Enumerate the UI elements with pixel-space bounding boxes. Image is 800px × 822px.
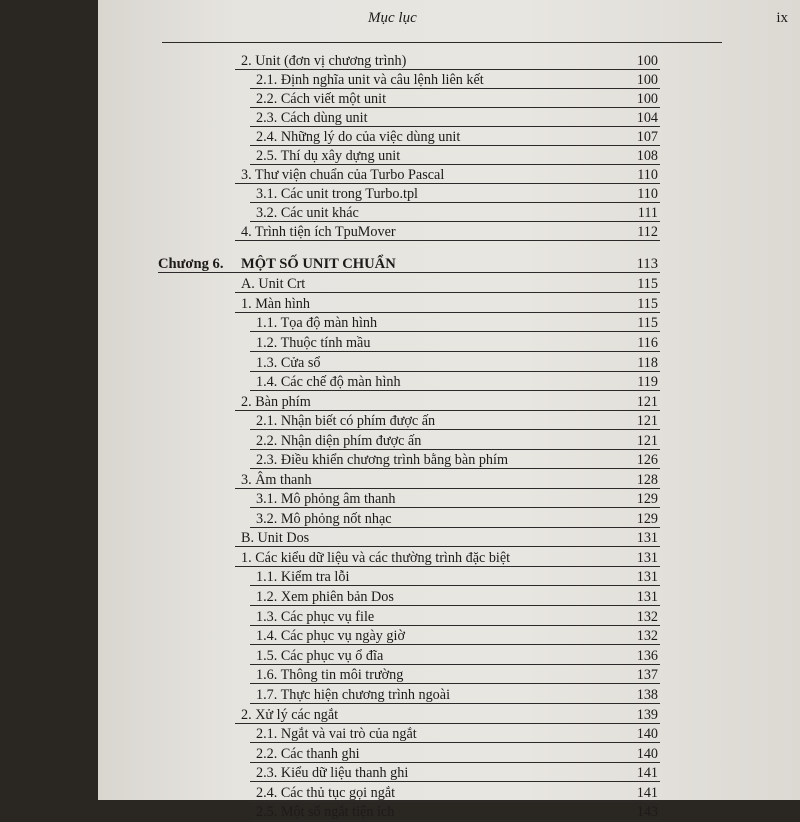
entry-rule [235,312,660,313]
entry-rule [250,762,660,763]
toc-entry-title: 2. Unit (đơn vị chương trình) [241,53,407,69]
toc-entry [98,489,800,509]
toc-entry [98,783,800,803]
entry-rule [250,683,660,684]
toc-entry-title: 3. Âm thanh [241,472,312,488]
toc-entry-page: 115 [637,315,658,331]
toc-entry [98,51,800,71]
toc-entry-title: 2.3. Kiểu dữ liệu thanh ghi [256,765,409,781]
toc-entry-page: 131 [636,550,658,566]
toc-entry-title: 2. Bàn phím [241,394,311,410]
toc-entry-title: 2. Xử lý các ngắt [241,707,339,723]
toc-entry-title: 1.3. Các phục vụ file [256,609,375,625]
toc-entry [98,724,800,744]
toc-entry-title: 2.5. Thí dụ xây dựng unit [256,148,401,164]
toc-entry-page: 136 [636,648,658,664]
entry-rule [235,292,660,293]
entry-rule [235,488,660,489]
toc-entry-page: 121 [636,433,658,449]
toc-entry [98,744,800,764]
book-page [98,0,800,820]
toc-entry [98,470,800,490]
toc-entry [98,607,800,627]
toc-entry-page: 113 [636,256,658,272]
toc-entry [98,372,800,392]
entry-rule [250,390,660,391]
entry-rule [235,546,660,547]
toc-entry [98,222,800,242]
entry-rule [235,183,660,184]
toc-entry [98,802,800,822]
toc-entry [98,705,800,725]
toc-entry-title: B. Unit Dos [241,530,310,546]
toc-entry-title: 2.4. Những lý do của việc dùng unit [256,129,461,145]
toc-entry-title: 1.4. Các chế độ màn hình [256,374,401,390]
toc-chapter-label: Chương 6. [158,256,224,272]
toc-entry [98,431,800,451]
toc-entry-title: 2.2. Cách viết một unit [256,91,387,107]
toc-entry-title: 1.6. Thông tin môi trường [256,667,404,683]
toc-entry [98,165,800,185]
toc-entry-page: 126 [636,452,658,468]
toc-entry-page: 104 [636,110,658,126]
entry-rule [250,820,660,821]
entry-rule [235,69,660,70]
toc-entry-title: 1.7. Thực hiện chương trình ngoài [256,687,451,703]
running-header [98,0,800,46]
toc-entry [98,392,800,412]
toc-entry [98,567,800,587]
entry-rule [250,625,660,626]
toc-entry-title: 1.1. Kiểm tra lỗi [256,569,350,585]
entry-rule [250,351,660,352]
entry-rule [250,703,660,704]
entry-rule [250,527,660,528]
toc-entry-page: 121 [636,394,658,410]
toc-entry [98,353,800,373]
toc-entry-page: 111 [637,205,658,221]
toc-entry-page: 110 [637,167,658,183]
toc-entry-title: 4. Trình tiện ích TpuMover [241,224,396,240]
toc-entry-title: 2.2. Nhận diện phím được ấn [256,433,422,449]
entry-rule [250,449,660,450]
toc-entry-title: 3.2. Các unit khác [256,205,359,221]
toc-entry-page: 128 [636,472,658,488]
entry-rule [235,410,660,411]
toc-entry-page: 112 [637,224,658,240]
toc-entry [98,528,800,548]
toc-entry-title: 1.2. Thuộc tính mầu [256,335,371,351]
toc-entry-title: 3.1. Mô phỏng âm thanh [256,491,396,507]
toc-entry-page: 110 [637,186,658,202]
toc-entry-title: 2.5. Một số ngắt tiện ích [256,804,395,820]
entry-rule [250,801,660,802]
entry-rule [250,126,660,127]
entry-rule [250,429,660,430]
header-rule [162,42,722,43]
toc-entry [98,313,800,333]
toc-entry [98,450,800,470]
toc-entry-page: 118 [637,355,658,371]
entry-rule [250,107,660,108]
toc-entry-page: 143 [636,804,658,820]
toc-entry-title: 2.3. Điều khiển chương trình bằng bàn phím [256,452,509,468]
toc-entry [98,587,800,607]
entry-rule [158,272,660,273]
toc-entry [98,509,800,529]
toc-entry-title: 1.5. Các phục vụ ổ đĩa [256,648,384,664]
toc-entry [98,685,800,705]
toc-entry-page: 115 [637,296,658,312]
toc-entry-title: 1.2. Xem phiên bản Dos [256,589,394,605]
entry-rule [250,585,660,586]
toc-entry [98,274,800,294]
toc-entry-title: 3.2. Mô phỏng nốt nhạc [256,511,392,527]
toc-entry-title: 1.4. Các phục vụ ngày giờ [256,628,405,644]
toc-entry-page: 140 [636,746,658,762]
entry-rule [250,88,660,89]
toc-entry-page: 131 [636,530,658,546]
entry-rule [250,644,660,645]
entry-rule [250,742,660,743]
toc-entry-page: 138 [636,687,658,703]
toc-entry-title: 2.4. Các thủ tục gọi ngắt [256,785,396,801]
toc-entry-page: 108 [636,148,658,164]
toc-entry [98,127,800,147]
toc-entry [98,763,800,783]
entry-rule [250,164,660,165]
toc-entry [98,626,800,646]
toc-entry-title: 3.1. Các unit trong Turbo.tpl [256,186,418,202]
toc-entry-page: 137 [636,667,658,683]
toc-entry-page: 131 [636,569,658,585]
toc-entry-title: 2.1. Ngắt và vai trò của ngắt [256,726,417,742]
toc-entry-page: 139 [636,707,658,723]
toc-entry-page: 115 [637,276,658,292]
toc-entry-page: 100 [636,72,658,88]
toc-entry-page: 132 [636,609,658,625]
toc-entry-page: 129 [636,491,658,507]
toc-entry-title: MỘT SỐ UNIT CHUẨN [241,256,396,272]
toc-entry-title: 2.2. Các thanh ghi [256,746,360,762]
toc-entry-title: 1.1. Tọa độ màn hình [256,315,378,331]
toc-entry-page: 107 [636,129,658,145]
toc-entry [98,89,800,109]
toc-entry [98,411,800,431]
toc-entry-page: 100 [636,91,658,107]
toc-entry-page: 140 [636,726,658,742]
toc-chapter-heading [98,254,800,274]
toc-entry-title: 3. Thư viện chuẩn của Turbo Pascal [241,167,445,183]
entry-rule [235,723,660,724]
toc-entry-title: A. Unit Crt [241,276,306,292]
toc-entry-page: 116 [637,335,658,351]
entry-rule [235,240,660,241]
toc-entry [98,203,800,223]
toc-entry-page: 141 [636,785,658,801]
toc-entry-page: 129 [636,511,658,527]
toc-entry-title: 2.1. Nhận biết có phím được ấn [256,413,436,429]
toc-entry-page: 131 [636,589,658,605]
entry-rule [250,221,660,222]
toc-entry [98,665,800,685]
toc-entry [98,70,800,90]
toc-entry-title: 1.3. Cửa sổ [256,355,321,371]
toc-entry [98,184,800,204]
entry-rule [250,664,660,665]
entry-rule [250,781,660,782]
toc-entry [98,294,800,314]
entry-rule [250,371,660,372]
entry-rule [235,566,660,567]
toc-entry-title: 1. Màn hình [241,296,310,312]
toc-entry-title: 2.1. Định nghĩa unit và câu lệnh liên kết [256,72,484,88]
entry-rule [250,468,660,469]
entry-rule [250,605,660,606]
toc-entry [98,333,800,353]
toc-entry [98,108,800,128]
toc-entry-title: 1. Các kiểu dữ liệu và các thường trình đặc biệt [241,550,511,566]
toc-entry-page: 119 [637,374,658,390]
toc-entry [98,646,800,666]
entry-rule [250,507,660,508]
entry-rule [250,331,660,332]
toc-entry [98,146,800,166]
toc-entry-page: 141 [636,765,658,781]
toc-entry-page: 100 [636,53,658,69]
toc-entry-page: 121 [636,413,658,429]
entry-rule [250,202,660,203]
toc-entry-page: 132 [636,628,658,644]
toc-entry-title: 2.3. Cách dùng unit [256,110,368,126]
running-header-title: Mục lục [368,10,417,26]
page-number: ix [776,10,788,26]
toc-entry [98,548,800,568]
entry-rule [250,145,660,146]
